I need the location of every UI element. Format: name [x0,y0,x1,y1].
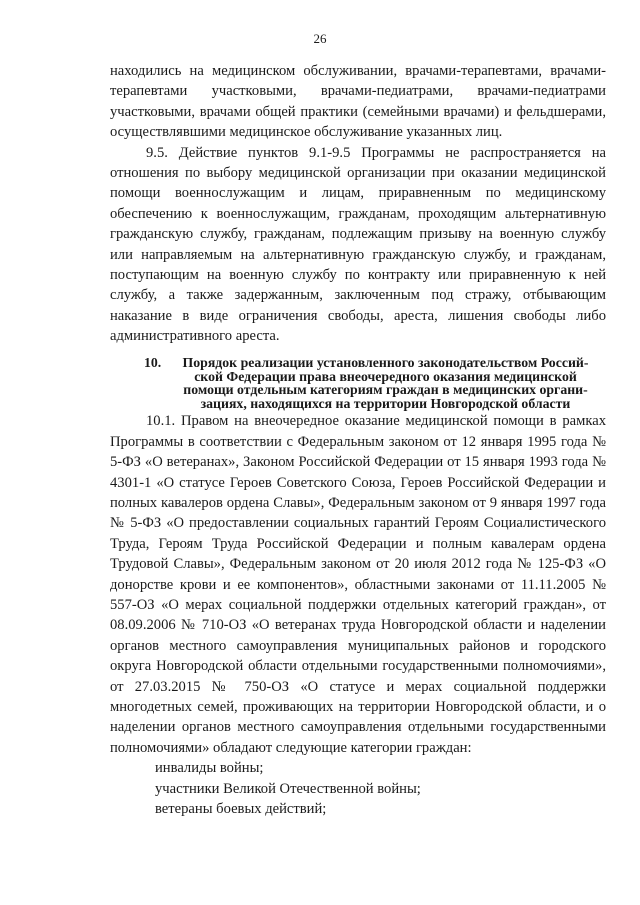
category-list-item: ветераны боевых действий; [155,801,327,818]
section-10-title-line: ской Федерации права внеочередного оказания медицинской [194,368,577,384]
continuation-paragraph: находились на медицинском обслуживании, врачами-терапевтами, врачами-терапевтами участковыми, врачами-педиатрами, врачами-педиатрами участковыми, врачами общей практики (семейными врачами) и фельдшерами, осуществлявшими медицинское обслуживание указанных лиц. [110,63,606,141]
section-10 [110,356,606,820]
category-list-item: участники Великой Отечественной войны; [155,780,421,797]
section-10-title [175,356,606,410]
clause-9-5-paragraph: 9.5. Действие пунктов 9.1-9.5 Программы не распространяется на отношения по выбору медицинской организации при оказании медицинской помощи военнослужащим и лицам, приравненным по медицинскому обеспечению к военнослужащим, гражданам, проходящим альтернативную гражданскую службу, гражданам, подлежащим призыву на военную службу или направляемым на альтернативную гражданскую службу, и гражданам, поступающим на военную службу по контракту или приравненную к ней службу, а также задержанным, заключенным под стражу, отбывающим наказание в виде ограничения свободы, ареста, лишения свободы либо административного ареста. [110,144,606,345]
page-number: 26 [313,31,327,46]
section-9-continuation [110,61,606,347]
clause-10-1-paragraph: 10.1. Правом на внеочередное оказание медицинской помощи в рамках Программы в соответствии с Федеральным законом от 12 января 1995 года № 5-ФЗ «О ветеранах», Законом Российской Федерации от 15 января 1993 года № 4301-1 «О статусе Героев Советского Союза, Героев Российской Федерации и полных кавалеров ордена Славы», Федеральным законом от 9 января 1997 года № 5-ФЗ «О предоставлении социальных гарантий Героям Социалистического Труда, Героям Труда Российской Федерации и полным кавалерам ордена Трудовой Славы», Федеральным законом от 20 июля 2012 года № 125-ФЗ «О донорстве крови и ее компонентов», областными законами от 11.11.2005 № 557-ОЗ «О мерах социальной поддержки отдельных категорий граждан», от 08.09.2006 № 710-ОЗ «О ветеранах труда Новгородской области и наделении органов местного самоуправления муниципальных районов и городского округа Новгородской области отдельными государственными полномочиями», от 27.03.2015 № 750-ОЗ «О статусе и мерах социальной поддержки многодетных семей, проживающих на территории Новгородской области, и о наделении органов местного самоуправления отдельными государственными полномочиями» обладают следующие категории граждан: [110,413,606,756]
section-10-heading [110,356,606,410]
section-10-title-line: помощи отдельным категориям граждан в медицинских органи- [183,382,588,398]
category-list-item: инвалиды войны; [155,760,264,777]
section-10-number: 10. [144,355,162,370]
section-10-title-line: зациях, находящихся на территории Новгородской области [200,395,571,411]
section-10-title-line: Порядок реализации установленного законодательством Россий- [182,355,589,370]
